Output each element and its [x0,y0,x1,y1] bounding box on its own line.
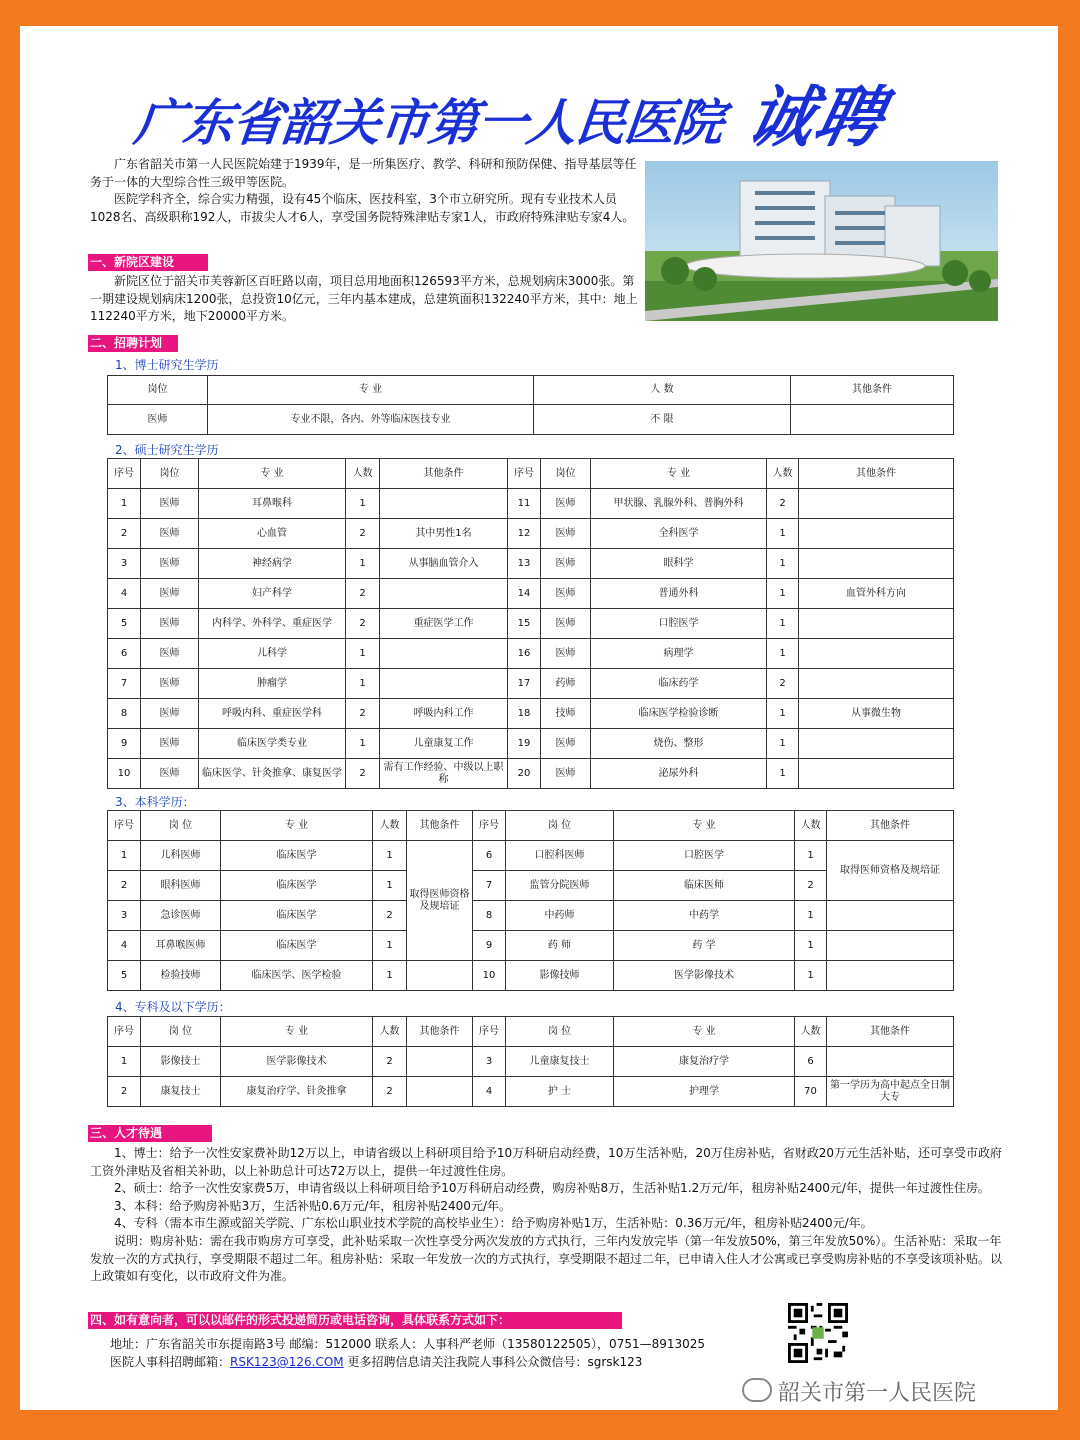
college-table: 序号 岗 位 专 业 人数 其他条件 序号 岗 位 专 业 人数 其他条件 1 影像技士 医学影像技术 2 3 儿童康复技士 康复治疗学 6 2 康复技士 康复治疗学、针灸推拿 2 4 护 士 护理学 70 第一学历为高中起点全日制大专 [107,1016,954,1107]
phd-header-post: 岗位 [108,376,208,405]
qr-code-icon [788,1303,848,1363]
table-row: 7 医师 肿瘤学 1 17 药师 临床药学 2 [108,669,954,699]
table-row: 9 医师 临床医学类专业 1 儿童康复工作 19 医师 烧伤、整形 1 [108,729,954,759]
bachelor-left-condition: 取得医师资格及规培证 [407,841,473,961]
phd-header-other: 其他条件 [791,376,954,405]
phd-header-major: 专 业 [208,376,534,405]
hospital-name: 广东省韶关市第一人民医院 [131,94,726,152]
table-row: 4 医师 妇产科学 2 14 医师 普通外科 1 血管外科方向 [108,579,954,609]
table-row: 4 耳鼻喉医师 临床医学 1 9 药 师 药 学 1 [108,931,954,961]
intro-block [90,156,640,226]
table-row: 2 眼科医师 临床医学 1 7 监管分院医师 临床医师 2 [108,871,954,901]
intro-paragraph-1: 广东省韶关市第一人民医院始建于1939年，是一所集医疗、教学、科研和预防保健、指导基层等任务于一体的大型综合性三级甲等医院。 [90,157,637,189]
poster-title [131,64,892,159]
contact-block [90,1335,705,1371]
table-row: 5 检验技师 临床医学、医学检验 1 10 影像技师 医学影像技术 1 [108,961,954,991]
college-label: 4、专科及以下学历： [115,1000,231,1014]
recruit-email-link[interactable]: RSK123@126.COM [230,1355,344,1369]
bachelor-table: 序号 岗 位 专 业 人数 其他条件 序号 岗 位 专 业 人数 其他条件 1 儿科医师 临床医学 1 取得医师资格及规培证 6 口腔科医师 口腔医学 1 取得医师资格及规培证 2 眼科医师 临床医学 1 7 监管分院医师 临床医师 2 3 急诊医师 临床医学 2 8 中药师 中药学 1 4 耳鼻喉医师 临床医学 1 9 药 师 药 学 1 5 检验技师 临床医学、医学检验 1 10 影像技师 医学影像技术 1 [107,810,954,991]
poster-sheet [20,26,1058,1410]
section-recruit-plan-title: 二、招聘计划 [88,335,178,352]
table-row: 10 医师 临床医学、针灸推拿、康复医学 2 需有工作经验、中级以上职称 20 医师 泌尿外科 1 [108,759,954,789]
hospital-photo [645,161,998,321]
section-contact-title: 四、如有意向者，可以以邮件的形式投递简历或电话咨询，具体联系方式如下： [88,1312,622,1329]
table-row: 3 医师 神经病学 1 从事脑血管介入 13 医师 眼科学 1 [108,549,954,579]
section-benefits-title: 三、人才待遇 [88,1125,212,1142]
table-row: 2 康复技士 康复治疗学、针灸推拿 2 4 护 士 护理学 70 第一学历为高中起点全日制大专 [108,1077,954,1107]
table-row: 5 医师 内科学、外科学、重症医学 2 重症医学工作 15 医师 口腔医学 1 [108,609,954,639]
bachelor-label: 3、本科学历： [115,795,195,809]
table-row: 1 医师 耳鼻喉科 1 11 医师 甲状腺、乳腺外科、普胸外科 2 [108,489,954,519]
table-row: 1 儿科医师 临床医学 1 取得医师资格及规培证 6 口腔科医师 口腔医学 1 取得医师资格及规培证 [108,841,954,871]
phd-label: 1、博士研究生学历 [115,358,219,372]
benefit-college: 4、专科（需本市生源或韶关学院、广东松山职业技术学院的高校毕业生）：给予购房补贴1万，生活补贴：0.36万元/年，租房补贴2400元/年。 [114,1216,873,1231]
benefit-phd: 1、博士：给予一次性安家费补助12万以上，申请省级以上科研项目给予10万科研启动经费，10万生活补贴，20万住房补贴，省财政20万元生活补贴，还可享受市政府工资外津贴及省相关补助，以上补助总计可达72万以上，提供一年过渡性住房。 [90,1146,1002,1178]
phd-header-count: 人 数 [534,376,791,405]
wechat-icon [742,1378,772,1402]
wechat-watermark: 韶关市第一人民医院 [742,1376,976,1407]
recruit-title: 诚聘 [739,79,892,156]
phd-table [107,375,954,435]
table-row: 医师 专业不限，各内、外等临床医技专业 不 限 [108,405,954,435]
table-row: 3 急诊医师 临床医学 2 8 中药师 中药学 1 [108,901,954,931]
table-row: 8 医师 呼吸内科、重症医学科 2 呼吸内科工作 18 技师 临床医学检验诊断 1 从事微生物 [108,699,954,729]
benefit-master: 2、硕士：给予一次性安家费5万，申请省级以上科研项目给予10万科研启动经费，购房补贴8万，生活补贴1.2万元/年，租房补贴2400元/年，提供一年过渡性住房。 [114,1181,990,1196]
table-row: 1 影像技士 医学影像技术 2 3 儿童康复技士 康复治疗学 6 [108,1047,954,1077]
section-new-campus-title: 一、新院区建设 [88,254,208,271]
master-label: 2、硕士研究生学历 [115,443,219,457]
contact-address: 地址：广东省韶关市东提南路3号 邮编：512000 联系人：人事科严老师（13580122505），0751—8913025 [110,1337,706,1351]
benefits-block [90,1145,1002,1286]
intro-paragraph-2: 医院学科齐全，综合实力精强，设有45个临床、医技科室，3个市立研究所。现有专业技术人员1028名、高级职称192人，市拔尖人才6人，享受国务院特殊津贴专家1人，市政府特殊津贴专家4人。 [90,192,635,224]
table-row: 6 医师 儿科学 1 16 医师 病理学 1 [108,639,954,669]
benefit-bachelor: 3、本科：给予购房补贴3万，生活补贴0.6万元/年，租房补贴2400元/年。 [114,1198,511,1213]
benefit-notes: 说明：购房补贴：需在我市购房方可享受，此补贴采取一次性享受分两次发放的方式执行，三年内发放完毕（第一年发放50%，第三年发放50%）。生活补贴：采取一年发放一次的方式执行，享受期限不超过二年。租房补贴：采取一年发放一次的方式执行，享受期限不超过二年，已申请入住人才公寓或已享受购房补贴的不享受该项补贴。以上政策如有变化，以市政府文件为准。 [90,1233,1003,1284]
bachelor-right-condition: 取得医师资格及规培证 [827,841,954,901]
contact-email-line: 医院人事科招聘邮箱：RSK123@126.COM 更多招聘信息请关注我院人事科公众微信号：sgrsk123 [110,1355,643,1369]
master-table: 序号 岗位 专 业 人数 其他条件 序号 岗位 专 业 人数 其他条件 1 医师 耳鼻喉科 1 11 医师 甲状腺、乳腺外科、普胸外科 2 2 医师 心血管 2 其中男性1名 12 医师 全科医学 1 3 医师 神经病学 1 从事脑血管介入 13 医师 眼科学 1 4 医师 妇产科学 2 14 医师 普通外科 1 血管外科方向 5 医师 内科学、外科学、重症医学 2 重症医学工作 15 医师 口腔医学 1 6 医师 儿科学 1 16 医师 病理学 1 7 医师 肿瘤学 1 17 药师 临床药学 2 8 医师 呼吸内科、重症医学科 2 呼吸内科工作 18 技师 临床医学检验诊断 1 从事微生物 9 医师 临床医学类专业 1 儿童康复工作 19 医师 烧伤、整形 1 10 医师 临床医学、针灸推拿、康复医学 2 需有工作经验、中级以上职称 20 医师 泌尿外科 1 [107,458,954,789]
table-row: 2 医师 心血管 2 其中男性1名 12 医师 全科医学 1 [108,519,954,549]
new-campus-text: 新院区位于韶关市芙蓉新区百旺路以南，项目总用地面积126593平方米，总规划病床3000张。第一期建设规划病床1200张，总投资10亿元，三年内基本建成，总建筑面积132240平方米，其中：地上112240平方米，地下20000平方米。 [90,274,638,324]
